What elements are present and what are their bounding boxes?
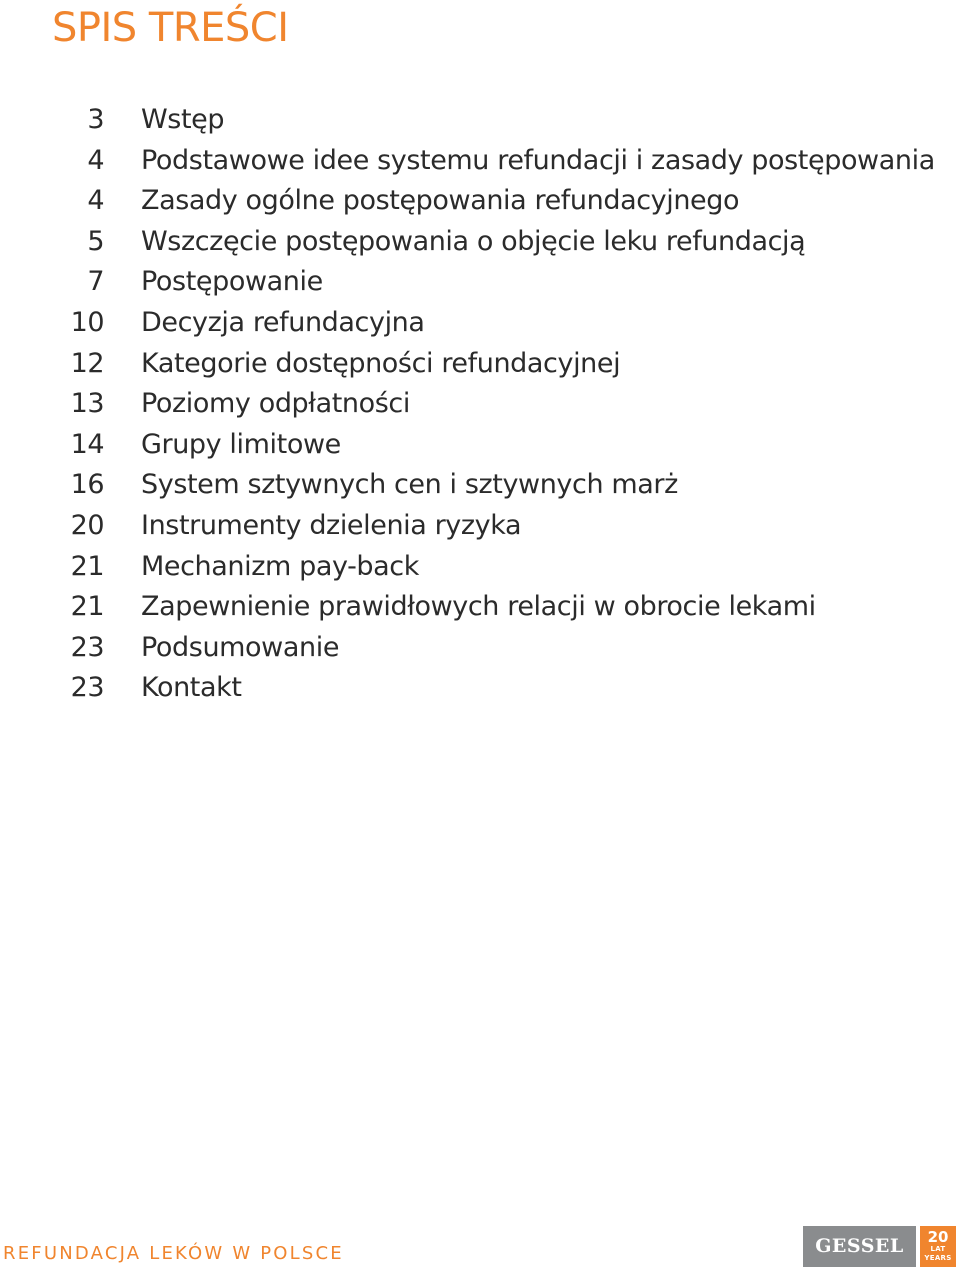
toc-page-number: 21 <box>70 591 104 623</box>
toc-entry[interactable] <box>0 587 960 628</box>
toc-entry-title: Kategorie dostępności refundacyjnej <box>141 347 621 379</box>
toc-entry-title: Kontakt <box>141 672 242 704</box>
toc-entry-title: Podstawowe idee systemu refundacji i zasady postępowania <box>141 144 935 176</box>
toc-entry[interactable] <box>0 181 960 222</box>
toc-entry-title: Podsumowanie <box>141 631 340 663</box>
toc-entry[interactable] <box>0 141 960 182</box>
logo-wordmark: GESSEL <box>803 1226 916 1267</box>
anniversary-badge <box>920 1226 956 1267</box>
toc-entry[interactable] <box>0 384 960 425</box>
toc-entry[interactable] <box>0 100 960 141</box>
toc-page-number: 12 <box>70 347 104 379</box>
publication-title: REFUNDACJA LEKÓW W POLSCE <box>3 1243 344 1264</box>
toc-entry[interactable] <box>0 668 960 709</box>
toc-entry[interactable] <box>0 465 960 506</box>
toc-entry-title: Decyzja refundacyjna <box>141 306 425 338</box>
table-of-contents <box>0 100 960 709</box>
toc-page-number: 7 <box>87 266 104 298</box>
toc-entry-title: Mechanizm pay-back <box>141 550 419 582</box>
toc-entry[interactable] <box>0 222 960 263</box>
badge-line-years: YEARS <box>924 1254 952 1262</box>
toc-page-number: 14 <box>70 428 104 460</box>
toc-entry-title: Grupy limitowe <box>141 428 341 460</box>
toc-entry-title: System sztywnych cen i sztywnych marż <box>141 469 678 501</box>
badge-number: 20 <box>927 1228 949 1246</box>
toc-entry-title: Zapewnienie prawidłowych relacji w obrocie lekami <box>141 591 816 623</box>
badge-line-lat: LAT <box>930 1245 946 1253</box>
toc-entry-title: Postępowanie <box>141 266 323 298</box>
toc-page-number: 3 <box>87 104 104 135</box>
toc-entry-title: Wszczęcie postępowania o objęcie leku refundacją <box>141 225 806 257</box>
toc-page-number: 5 <box>87 225 104 257</box>
toc-entry[interactable] <box>0 628 960 669</box>
toc-page-number: 20 <box>70 509 104 541</box>
toc-page-number: 23 <box>70 631 104 663</box>
toc-entry-title: Poziomy odpłatności <box>141 388 410 420</box>
toc-page-number: 10 <box>70 306 104 338</box>
toc-entry[interactable] <box>0 506 960 547</box>
page-title: SPIS TREŚCI <box>52 5 289 51</box>
gessel-logo <box>803 1226 956 1267</box>
toc-page-number: 4 <box>87 144 104 176</box>
toc-entry[interactable] <box>0 425 960 466</box>
toc-page-number: 16 <box>70 469 104 501</box>
toc-entry[interactable] <box>0 262 960 303</box>
toc-page-number: 21 <box>70 550 104 582</box>
toc-page-number: 13 <box>70 388 104 420</box>
toc-entry[interactable] <box>0 547 960 588</box>
toc-page-number: 23 <box>70 672 104 704</box>
toc-entry-title: Wstęp <box>141 104 225 135</box>
toc-entry-title: Zasady ogólne postępowania refundacyjnego <box>141 185 740 217</box>
toc-entry[interactable] <box>0 303 960 344</box>
toc-page-number: 4 <box>87 185 104 217</box>
toc-entry-title: Instrumenty dzielenia ryzyka <box>141 509 522 541</box>
toc-entry[interactable] <box>0 344 960 385</box>
